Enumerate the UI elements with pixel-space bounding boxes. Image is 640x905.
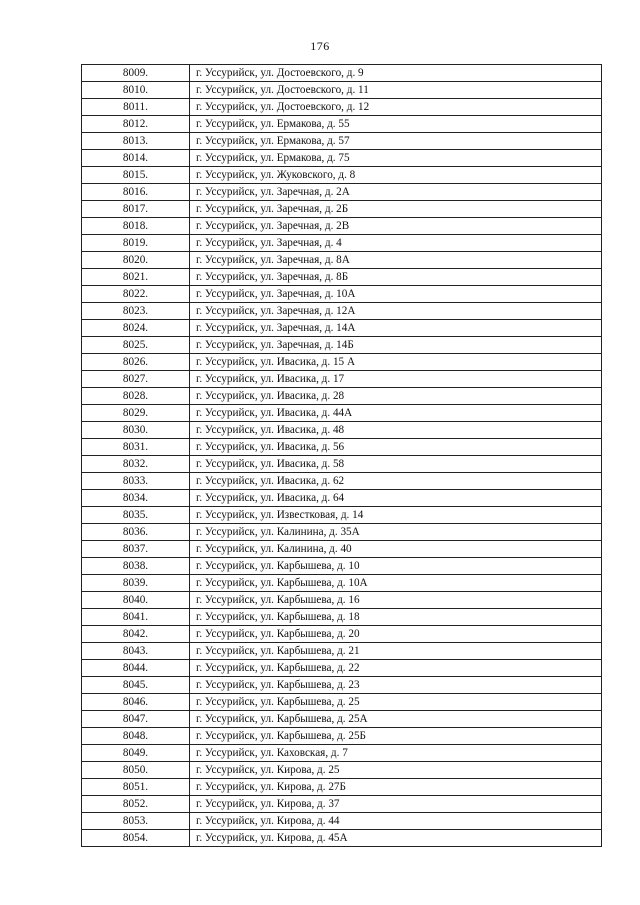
row-number: 8013. xyxy=(82,133,190,150)
table-row xyxy=(82,541,602,558)
row-number: 8020. xyxy=(82,252,190,269)
row-number: 8025. xyxy=(82,337,190,354)
row-address: г. Уссурийск, ул. Калинина, д. 35А xyxy=(190,524,602,541)
row-number: 8031. xyxy=(82,439,190,456)
row-number: 8041. xyxy=(82,609,190,626)
row-number: 8054. xyxy=(82,830,190,847)
row-address: г. Уссурийск, ул. Карбышева, д. 20 xyxy=(190,626,602,643)
table-row xyxy=(82,728,602,745)
row-address: г. Уссурийск, ул. Заречная, д. 2Б xyxy=(190,201,602,218)
row-address: г. Уссурийск, ул. Ивасика, д. 48 xyxy=(190,422,602,439)
table-row xyxy=(82,524,602,541)
row-number: 8024. xyxy=(82,320,190,337)
row-number: 8036. xyxy=(82,524,190,541)
row-number: 8053. xyxy=(82,813,190,830)
row-number: 8033. xyxy=(82,473,190,490)
row-number: 8048. xyxy=(82,728,190,745)
row-address: г. Уссурийск, ул. Заречная, д. 8А xyxy=(190,252,602,269)
row-number: 8023. xyxy=(82,303,190,320)
table-row xyxy=(82,82,602,99)
row-address: г. Уссурийск, ул. Известковая, д. 14 xyxy=(190,507,602,524)
row-address: г. Уссурийск, ул. Кирова, д. 45А xyxy=(190,830,602,847)
page-number: 176 xyxy=(310,39,330,53)
table-row xyxy=(82,405,602,422)
row-address: г. Уссурийск, ул. Заречная, д. 10А xyxy=(190,286,602,303)
row-address: г. Уссурийск, ул. Заречная, д. 4 xyxy=(190,235,602,252)
table-row xyxy=(82,507,602,524)
row-address: г. Уссурийск, ул. Заречная, д. 2В xyxy=(190,218,602,235)
row-address: г. Уссурийск, ул. Карбышева, д. 10А xyxy=(190,575,602,592)
table-row xyxy=(82,813,602,830)
table-row xyxy=(82,184,602,201)
row-address: г. Уссурийск, ул. Ивасика, д. 44А xyxy=(190,405,602,422)
table-row xyxy=(82,422,602,439)
table-row xyxy=(82,779,602,796)
row-number: 8027. xyxy=(82,371,190,388)
row-number: 8010. xyxy=(82,82,190,99)
row-number: 8044. xyxy=(82,660,190,677)
row-address: г. Уссурийск, ул. Заречная, д. 14Б xyxy=(190,337,602,354)
row-address: г. Уссурийск, ул. Ивасика, д. 17 xyxy=(190,371,602,388)
row-address: г. Уссурийск, ул. Достоевского, д. 11 xyxy=(190,82,602,99)
address-table xyxy=(81,64,602,847)
table-row xyxy=(82,388,602,405)
row-address: г. Уссурийск, ул. Ермакова, д. 57 xyxy=(190,133,602,150)
table-row xyxy=(82,711,602,728)
row-number: 8015. xyxy=(82,167,190,184)
row-number: 8030. xyxy=(82,422,190,439)
row-number: 8043. xyxy=(82,643,190,660)
row-number: 8032. xyxy=(82,456,190,473)
row-address: г. Уссурийск, ул. Достоевского, д. 12 xyxy=(190,99,602,116)
table-row xyxy=(82,167,602,184)
table-row xyxy=(82,235,602,252)
table-row xyxy=(82,745,602,762)
table-row xyxy=(82,150,602,167)
row-number: 8038. xyxy=(82,558,190,575)
row-address: г. Уссурийск, ул. Кирова, д. 37 xyxy=(190,796,602,813)
row-number: 8011. xyxy=(82,99,190,116)
table-row xyxy=(82,337,602,354)
table-row xyxy=(82,354,602,371)
row-number: 8028. xyxy=(82,388,190,405)
row-address: г. Уссурийск, ул. Ивасика, д. 58 xyxy=(190,456,602,473)
table-row xyxy=(82,371,602,388)
row-number: 8016. xyxy=(82,184,190,201)
row-number: 8050. xyxy=(82,762,190,779)
row-number: 8049. xyxy=(82,745,190,762)
row-address: г. Уссурийск, ул. Карбышева, д. 25А xyxy=(190,711,602,728)
row-address: г. Уссурийск, ул. Карбышева, д. 22 xyxy=(190,660,602,677)
table-row xyxy=(82,575,602,592)
row-number: 8046. xyxy=(82,694,190,711)
row-number: 8045. xyxy=(82,677,190,694)
row-address: г. Уссурийск, ул. Кирова, д. 27Б xyxy=(190,779,602,796)
row-number: 8035. xyxy=(82,507,190,524)
row-address: г. Уссурийск, ул. Калинина, д. 40 xyxy=(190,541,602,558)
table-row xyxy=(82,269,602,286)
row-address: г. Уссурийск, ул. Карбышева, д. 16 xyxy=(190,592,602,609)
row-number: 8034. xyxy=(82,490,190,507)
row-address: г. Уссурийск, ул. Карбышева, д. 18 xyxy=(190,609,602,626)
row-address: г. Уссурийск, ул. Карбышева, д. 25 xyxy=(190,694,602,711)
row-number: 8042. xyxy=(82,626,190,643)
table-row xyxy=(82,660,602,677)
row-address: г. Уссурийск, ул. Кирова, д. 44 xyxy=(190,813,602,830)
row-number: 8022. xyxy=(82,286,190,303)
table-row xyxy=(82,490,602,507)
row-address: г. Уссурийск, ул. Заречная, д. 8Б xyxy=(190,269,602,286)
row-address: г. Уссурийск, ул. Жуковского, д. 8 xyxy=(190,167,602,184)
table-row xyxy=(82,65,602,82)
row-number: 8037. xyxy=(82,541,190,558)
row-address: г. Уссурийск, ул. Ермакова, д. 55 xyxy=(190,116,602,133)
row-address: г. Уссурийск, ул. Ивасика, д. 28 xyxy=(190,388,602,405)
row-number: 8012. xyxy=(82,116,190,133)
table-row xyxy=(82,303,602,320)
table-row xyxy=(82,473,602,490)
row-number: 8051. xyxy=(82,779,190,796)
table-row xyxy=(82,252,602,269)
row-number: 8009. xyxy=(82,65,190,82)
row-address: г. Уссурийск, ул. Заречная, д. 2А xyxy=(190,184,602,201)
row-address: г. Уссурийск, ул. Ивасика, д. 15 А xyxy=(190,354,602,371)
row-address: г. Уссурийск, ул. Заречная, д. 12А xyxy=(190,303,602,320)
row-number: 8014. xyxy=(82,150,190,167)
table-row xyxy=(82,201,602,218)
row-number: 8047. xyxy=(82,711,190,728)
row-number: 8040. xyxy=(82,592,190,609)
row-address: г. Уссурийск, ул. Ивасика, д. 56 xyxy=(190,439,602,456)
row-number: 8026. xyxy=(82,354,190,371)
row-number: 8021. xyxy=(82,269,190,286)
row-address: г. Уссурийск, ул. Кирова, д. 25 xyxy=(190,762,602,779)
table-row xyxy=(82,116,602,133)
table-row xyxy=(82,643,602,660)
row-address: г. Уссурийск, ул. Заречная, д. 14А xyxy=(190,320,602,337)
row-address: г. Уссурийск, ул. Ивасика, д. 64 xyxy=(190,490,602,507)
table-row xyxy=(82,558,602,575)
table-row xyxy=(82,609,602,626)
table-row xyxy=(82,320,602,337)
table-row xyxy=(82,218,602,235)
table-row xyxy=(82,456,602,473)
row-number: 8029. xyxy=(82,405,190,422)
table-row xyxy=(82,762,602,779)
table-row xyxy=(82,592,602,609)
row-number: 8017. xyxy=(82,201,190,218)
row-address: г. Уссурийск, ул. Каховская, д. 7 xyxy=(190,745,602,762)
table-row xyxy=(82,439,602,456)
row-address: г. Уссурийск, ул. Карбышева, д. 10 xyxy=(190,558,602,575)
row-address: г. Уссурийск, ул. Карбышева, д. 25Б xyxy=(190,728,602,745)
row-address: г. Уссурийск, ул. Карбышева, д. 23 xyxy=(190,677,602,694)
row-number: 8019. xyxy=(82,235,190,252)
table-row xyxy=(82,830,602,847)
table-row xyxy=(82,796,602,813)
row-number: 8018. xyxy=(82,218,190,235)
table-row xyxy=(82,626,602,643)
row-number: 8039. xyxy=(82,575,190,592)
table-row xyxy=(82,677,602,694)
address-table-body xyxy=(82,65,602,847)
row-address: г. Уссурийск, ул. Ермакова, д. 75 xyxy=(190,150,602,167)
table-row xyxy=(82,694,602,711)
row-address: г. Уссурийск, ул. Достоевского, д. 9 xyxy=(190,65,602,82)
row-number: 8052. xyxy=(82,796,190,813)
row-address: г. Уссурийск, ул. Ивасика, д. 62 xyxy=(190,473,602,490)
row-address: г. Уссурийск, ул. Карбышева, д. 21 xyxy=(190,643,602,660)
table-row xyxy=(82,99,602,116)
table-row xyxy=(82,133,602,150)
table-row xyxy=(82,286,602,303)
